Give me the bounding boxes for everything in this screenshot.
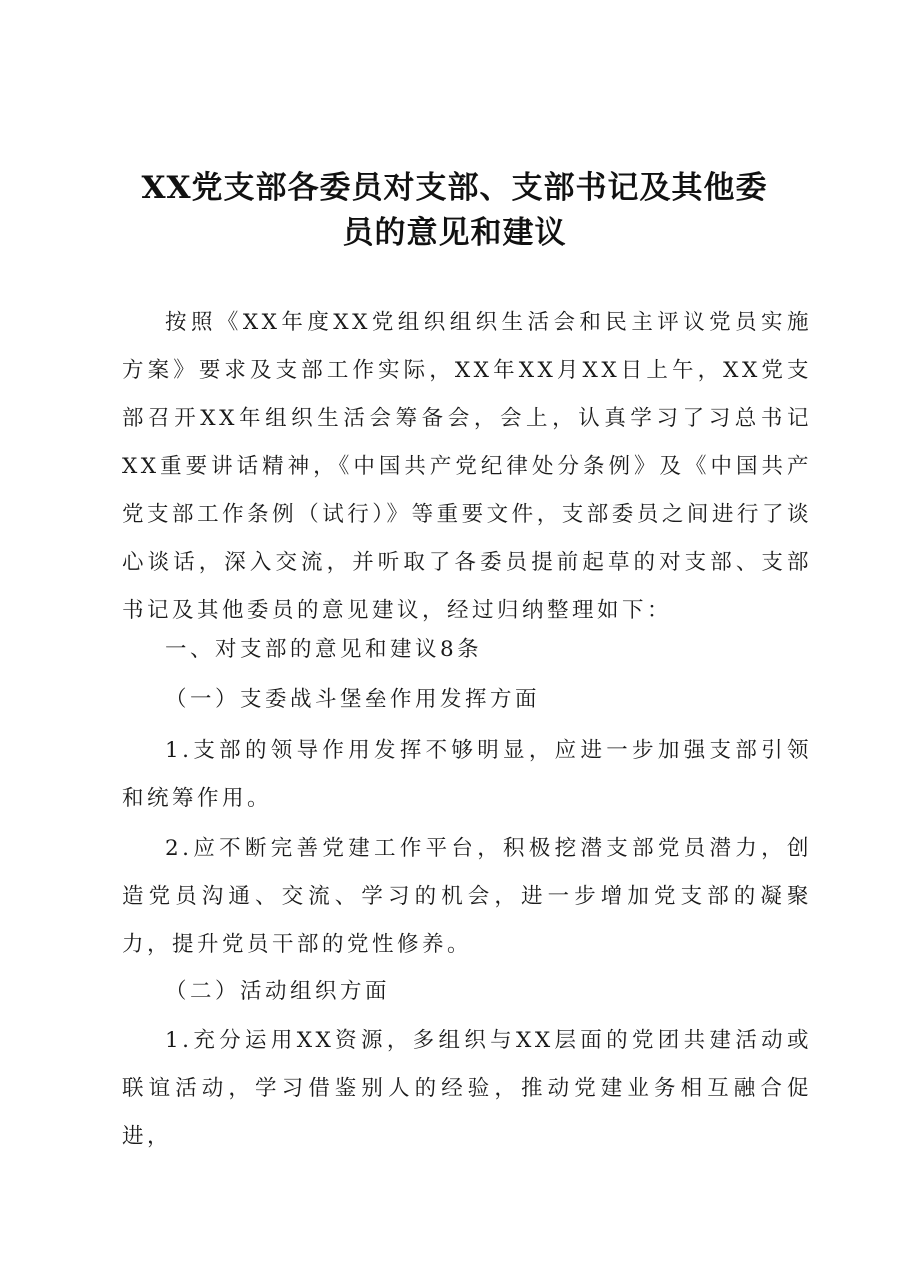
paragraph: 按照《XX年度XX党组织组织生活会和民主评议党员实施方案》要求及支部工作实际，XX年XX月XX日上午，XX党支部召开XX年组织生活会筹备会，会上，认真学习了习总书记XX重要讲话精神，《中国共产党纪律处分条例》及《中国共产党支部工作条例（试行）》等重要文件，支部委员之间进行了谈心谈话，深入交流，并听取了各委员提前起草的对支部、支部书记及其他委员的意见建议，经过归纳整理如下：	[122, 310, 812, 623]
body-paragraph-subsection-2	[122, 968, 812, 1016]
subsection-heading: （二）活动组织方面	[165, 979, 391, 1004]
body-paragraph-item-1-1	[122, 727, 812, 823]
list-item: 1.充分运用XX资源，多组织与XX层面的党团共建活动或联谊活动，学习借鉴别人的经验，推动党建业务相互融合促进，	[122, 1028, 812, 1149]
body-paragraph-section-1	[122, 626, 812, 674]
section-heading: 一、对支部的意见和建议8条	[165, 637, 483, 662]
body-paragraph-intro	[122, 299, 812, 635]
body-paragraph-subsection-1	[122, 676, 812, 724]
list-item: 2.应不断完善党建工作平台，积极挖潜支部党员潜力，创造党员沟通、交流、学习的机会，进一步增加党支部的凝聚力，提升党员干部的党性修养。	[122, 836, 812, 957]
document-title-line-1: XX党支部各委员对支部、支部书记及其他委	[141, 170, 768, 206]
document-title-line-2: 员的意见和建议	[342, 215, 567, 251]
list-item: 1.支部的领导作用发挥不够明显，应进一步加强支部引领和统筹作用。	[122, 738, 812, 811]
body-paragraph-item-1-2	[122, 825, 812, 969]
subsection-heading: （一）支委战斗堡垒作用发挥方面	[165, 687, 541, 712]
body-paragraph-item-2-1	[122, 1017, 812, 1161]
